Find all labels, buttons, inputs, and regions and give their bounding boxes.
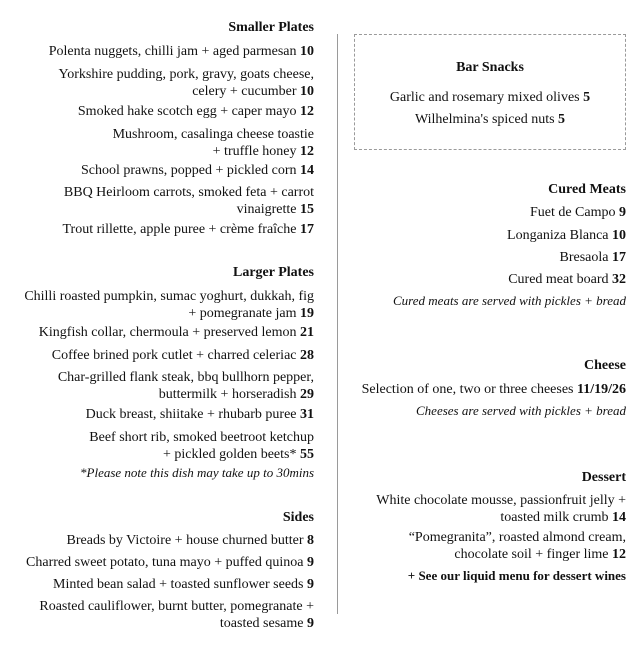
- menu-item: Selection of one, two or three cheeses 11/19/26: [361, 382, 626, 397]
- menu-item: BBQ Heirloom carrots, smoked feta + carrot vinaigrette 15: [63, 185, 314, 217]
- column-divider: [337, 34, 338, 614]
- larger-plates-note: *Please note this dish may take up to 30mins: [80, 465, 314, 480]
- dessert-title: Dessert: [581, 470, 626, 485]
- menu-item: Char-grilled flank steak, bbq bullhorn pepper, buttermilk + horseradish 29: [57, 370, 314, 402]
- menu-item: Mushroom, casalinga cheese toastie + truffle honey 12: [112, 127, 314, 159]
- menu-item: Smoked hake scotch egg + caper mayo 12: [77, 104, 314, 119]
- cured-meats-note: Cured meats are served with pickles + bread: [393, 293, 626, 308]
- cured-meats-title: Cured Meats: [548, 182, 626, 197]
- menu-item: Bresaola 17: [559, 250, 626, 265]
- menu-item: Longaniza Blanca 10: [507, 228, 626, 243]
- menu-item: Charred sweet potato, tuna mayo + puffed quinoa 9: [26, 555, 314, 570]
- menu-item: School prawns, popped + pickled corn 14: [80, 163, 314, 178]
- menu-item: Coffee brined pork cutlet + charred celeriac 28: [51, 348, 314, 363]
- bar-snacks-title: Bar Snacks: [456, 60, 524, 75]
- menu-item: Yorkshire pudding, pork, gravy, goats cheese, celery + cucumber 10: [58, 67, 314, 99]
- menu-item: White chocolate mousse, passionfruit jelly + toasted milk crumb 14: [376, 493, 626, 525]
- menu-item: Polenta nuggets, chilli jam + aged parmesan 10: [48, 44, 314, 59]
- menu-item: Roasted cauliflower, burnt butter, pomegranate + toasted sesame 9: [39, 599, 314, 631]
- cheese-title: Cheese: [584, 358, 626, 373]
- smaller-plates-title: Smaller Plates: [228, 20, 314, 35]
- menu-item: “Pomegranita”, roasted almond cream, chocolate soil + finger lime 12: [408, 530, 626, 562]
- menu-item: Kingfish collar, chermoula + preserved lemon 21: [38, 325, 314, 340]
- menu-item: Beef short rib, smoked beetroot ketchup + pickled golden beets* 55: [89, 430, 314, 462]
- menu-item: Duck breast, shiitake + rhubarb puree 31: [85, 407, 314, 422]
- menu-item: Chilli roasted pumpkin, sumac yoghurt, dukkah, fig + pomegranate jam 19: [24, 289, 314, 321]
- menu-item: Cured meat board 32: [508, 272, 626, 287]
- bar-snacks-box: [354, 34, 626, 150]
- menu-item: Wilhelmina's spiced nuts 5: [414, 112, 566, 127]
- menu-item: Minted bean salad + toasted sunflower seeds 9: [53, 577, 314, 592]
- menu-item: Trout rillette, apple puree + crème fraîche 17: [62, 222, 314, 237]
- larger-plates-title: Larger Plates: [233, 265, 314, 280]
- cheese-note: Cheeses are served with pickles + bread: [416, 403, 626, 418]
- menu-item: Breads by Victoire + house churned butter 8: [66, 533, 314, 548]
- menu-item: Fuet de Campo 9: [529, 205, 626, 220]
- sides-title: Sides: [282, 510, 314, 525]
- menu-item: Garlic and rosemary mixed olives 5: [389, 90, 591, 105]
- dessert-wine-note: + See our liquid menu for dessert wines: [407, 568, 626, 583]
